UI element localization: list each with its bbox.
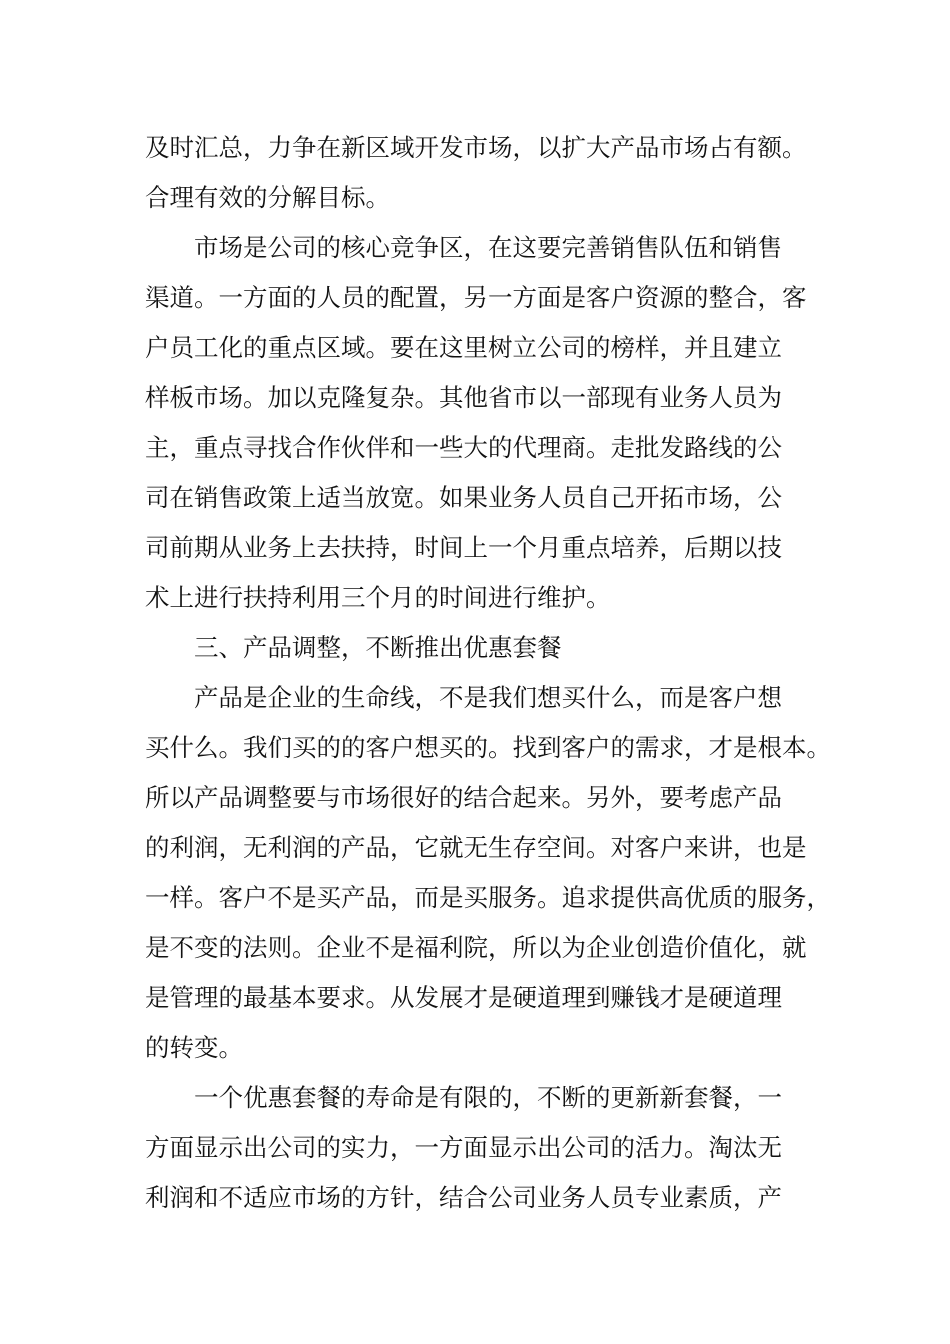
text-line: 的利润，无利润的产品，它就无生存空间。对客户来讲，也是 — [145, 833, 807, 862]
text-line: 是不变的法则。企业不是福利院，所以为企业创造价值化，就 — [145, 933, 807, 962]
text-line: 的转变。 — [145, 1033, 243, 1062]
text-line: 买什么。我们买的的客户想买的。找到客户的需求，才是根本。 — [145, 733, 831, 762]
text-line: 一样。客户不是买产品，而是买服务。追求提供高优质的服务， — [145, 883, 831, 912]
text-line: 样板市场。加以克隆复杂。其他省市以一部现有业务人员为 — [145, 383, 782, 412]
paragraph-start-line: 产品是企业的生命线，不是我们想买什么，而是客户想 — [194, 683, 782, 712]
paragraph-start-line: 一个优惠套餐的寿命是有限的，不断的更新新套餐，一 — [194, 1083, 782, 1112]
text-line: 是管理的最基本要求。从发展才是硬道理到赚钱才是硬道理 — [145, 983, 782, 1012]
text-line: 主，重点寻找合作伙伴和一些大的代理商。走批发路线的公 — [145, 433, 782, 462]
text-line: 利润和不适应市场的方针，结合公司业务人员专业素质，产 — [145, 1183, 782, 1212]
text-line: 术上进行扶持利用三个月的时间进行维护。 — [145, 583, 611, 612]
section-heading: 三、产品调整，不断推出优惠套餐 — [194, 633, 562, 662]
text-line: 司在销售政策上适当放宽。如果业务人员自己开拓市场，公 — [145, 483, 782, 512]
text-line: 及时汇总，力争在新区域开发市场，以扩大产品市场占有额。 — [145, 133, 807, 162]
text-line: 所以产品调整要与市场很好的结合起来。另外，要考虑产品 — [145, 783, 782, 812]
text-line: 合理有效的分解目标。 — [145, 183, 390, 212]
text-line: 司前期从业务上去扶持，时间上一个月重点培养，后期以技 — [145, 533, 782, 562]
text-line: 渠道。一方面的人员的配置，另一方面是客户资源的整合，客 — [145, 283, 807, 312]
text-line: 户员工化的重点区域。要在这里树立公司的榜样，并且建立 — [145, 333, 782, 362]
text-line: 方面显示出公司的实力，一方面显示出公司的活力。淘汰无 — [145, 1133, 782, 1162]
paragraph-start-line: 市场是公司的核心竞争区，在这要完善销售队伍和销售 — [194, 233, 782, 262]
